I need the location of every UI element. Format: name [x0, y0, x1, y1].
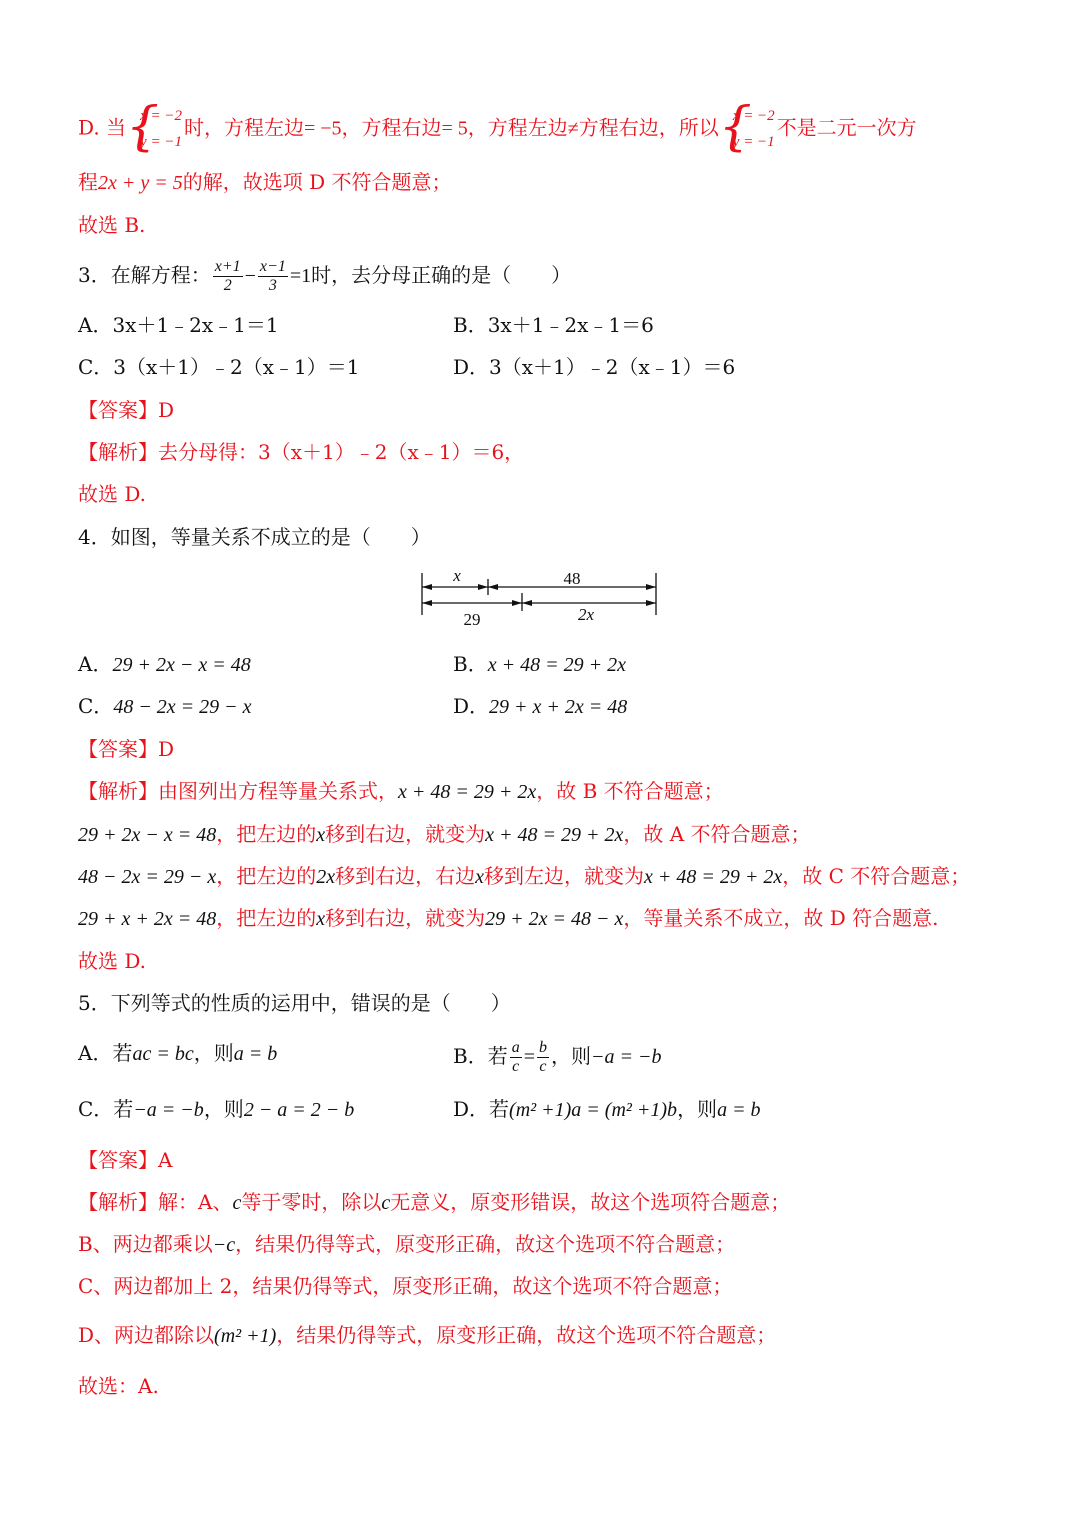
- q2-d-text-4: 方程右边，所以: [578, 115, 719, 140]
- q3-fraction-2-numerator: x−1: [259, 258, 286, 275]
- q4-option-a-equation: 29 + 2x − x = 48: [112, 654, 251, 676]
- q3-fraction-1-denominator: 2: [223, 277, 232, 294]
- q4-option-c-equation: 48 − 2x = 29 − x: [113, 696, 252, 718]
- q5-option-b-mid: ，则: [550, 1044, 591, 1068]
- q4-an4-equation: 29 + x + 2x = 48: [78, 908, 217, 930]
- q4-an3-text-3: 移到左边，就变为: [484, 864, 645, 888]
- q5-an4-prefix: D、两边都除以: [78, 1323, 215, 1347]
- q4-an1-equation: x + 48 = 29 + 2x: [398, 781, 537, 803]
- q3-stem-suffix: 时，去分母正确的是（ ）: [311, 263, 572, 287]
- q5-option-b-label: B．若: [453, 1044, 508, 1068]
- q5-an4-suffix: ，结果仍得等式，原变形正确，故这个选项不符合题意；: [276, 1323, 777, 1347]
- q5-an1-mid: 等于零时，除以: [241, 1190, 382, 1214]
- q5-option-a-equation-2: a = b: [233, 1043, 278, 1065]
- q5-an4-equation: (m² +1): [214, 1325, 277, 1347]
- diagram-label-2x: 2x: [577, 605, 595, 624]
- q2-system-1-y: y = −1: [140, 134, 182, 150]
- q2-option-d-line-2: [78, 168, 452, 197]
- q2-system-2: [721, 103, 775, 155]
- diagram-arrow-bottom-mid-left: [512, 600, 522, 606]
- q2-d-prefix: D. 当: [78, 115, 127, 140]
- q4-answer: 【答案】D: [78, 737, 175, 761]
- q5-option-b-fraction-1: [510, 1039, 522, 1076]
- q3-fraction-2-denominator: 3: [268, 277, 277, 294]
- q5-option-d: [453, 1095, 761, 1124]
- q5-option-a-mid: ，则: [193, 1041, 234, 1065]
- q4-an2-text-1: ，把左边的: [216, 822, 317, 846]
- q4-an3-equation-2: x + 48 = 29 + 2x: [644, 866, 783, 888]
- q3-fraction-1-numerator: x+1: [214, 258, 241, 275]
- q4-option-a: [78, 650, 251, 679]
- q5-option-d-label: D．若: [453, 1097, 510, 1121]
- q4-an4-suffix: ，等量关系不成立，故 D 符合题意.: [623, 906, 939, 930]
- q5-option-b-denominator-2: c: [539, 1058, 547, 1075]
- q3-equals-one: =1: [289, 265, 312, 287]
- q2-system-2-x: { x = −2: [732, 108, 775, 124]
- q4-an2-equation: 29 + 2x − x = 48: [78, 824, 217, 846]
- q4-analysis-line-4: [78, 904, 939, 933]
- q2-system-1: [128, 103, 182, 155]
- q5-analysis-line-2: [78, 1230, 735, 1259]
- q3-minus: −: [244, 265, 256, 287]
- q4-line-segment-diagram: [418, 565, 668, 635]
- q4-option-a-label: A．: [78, 652, 113, 676]
- q3-fraction-1: [213, 258, 243, 295]
- q3-stem-prefix: 3．在解方程：: [78, 263, 211, 287]
- q4-option-d-label: D．: [453, 694, 490, 718]
- q4-option-c-label: C．: [78, 694, 114, 718]
- q4-stem: 4．如图，等量关系不成立的是（ ）: [78, 525, 431, 549]
- q2-d-left-value: = −5: [303, 117, 342, 140]
- q4-an4-equation-2: 29 + 2x = 48 − x: [485, 908, 624, 930]
- q4-an4-variable: x: [316, 908, 326, 930]
- q5-option-b-denominator-1: c: [512, 1058, 520, 1075]
- q5-option-c-equation-1: −a = −b: [133, 1099, 204, 1121]
- q4-option-b-label: B．: [453, 652, 488, 676]
- q2-d-right-value: = 5: [441, 117, 468, 140]
- q5-analysis-line-3: C、两边都加上 2，结果仍得等式，原变形正确，故这个选项不符合题意；: [78, 1274, 733, 1298]
- q5-an2-prefix: B、两边都乘以: [78, 1232, 213, 1256]
- q2-line2-a: 程: [78, 170, 98, 194]
- q5-option-c-equation-2: 2 − a = 2 − b: [243, 1099, 355, 1121]
- q3-option-a: A．3x＋1﹣2x﹣1＝1: [78, 313, 279, 337]
- diagram-arrow-bottom-left: [422, 600, 432, 606]
- q5-option-a: [78, 1039, 277, 1068]
- q5-an1-variable-2: c: [381, 1192, 391, 1214]
- q5-option-c: [78, 1095, 354, 1124]
- q4-option-d-equation: 29 + x + 2x = 48: [489, 696, 628, 718]
- q2-d-text-3: ，方程左边: [467, 115, 568, 140]
- diagram-arrow-top-left: [422, 584, 432, 590]
- q4-an3-variable-2: x: [475, 866, 485, 888]
- q4-an4-text-2: 移到右边，就变为: [325, 906, 486, 930]
- q5-answer: 【答案】A: [78, 1148, 173, 1172]
- q5-an2-suffix: ，结果仍得等式，原变形正确，故这个选项不符合题意；: [235, 1232, 736, 1256]
- q4-an4-text-1: ，把左边的: [216, 906, 317, 930]
- q2-d-text-5: 不是二元一次方: [776, 115, 917, 140]
- q4-an2-suffix: ，故 A 不符合题意；: [623, 822, 811, 846]
- q4-analysis-line-2: [78, 820, 811, 849]
- q5-option-c-mid: ，则: [203, 1097, 244, 1121]
- q2-line2-equation: 2x + y = 5: [98, 172, 183, 194]
- diagram-arrow-top-right: [646, 584, 656, 590]
- q4-an1-suffix: ，故 B 不符合题意；: [536, 779, 724, 803]
- q5-an2-variable: −c: [212, 1234, 236, 1256]
- q5-option-b-numerator-1: a: [511, 1039, 520, 1056]
- q4-an2-equation-2: x + 48 = 29 + 2x: [485, 824, 624, 846]
- q4-an3-text-2: 移到右边，右边: [335, 864, 476, 888]
- q3-fraction-2: [258, 258, 288, 295]
- q5-option-b-equation-2: −a = −b: [590, 1046, 662, 1068]
- q5-option-b-numerator-2: b: [538, 1039, 547, 1056]
- q3-conclusion: 故选 D.: [78, 482, 147, 506]
- q5-conclusion: 故选：A.: [78, 1374, 159, 1398]
- q3-option-c: C．3（x＋1）﹣2（x﹣1）＝1: [78, 355, 360, 379]
- q4-an3-text-1: ，把左边的: [216, 864, 317, 888]
- q4-option-d: [453, 692, 627, 721]
- q4-analysis-line-1: [78, 777, 724, 806]
- q5-option-d-mid: ，则: [677, 1097, 718, 1121]
- q3-analysis: 【解析】去分母得：3（x＋1）﹣2（x﹣1）＝6，: [78, 440, 525, 464]
- q2-option-d-line: [78, 103, 917, 155]
- q5-option-b: [453, 1039, 661, 1076]
- q2-d-text-1: 时，方程左边: [183, 115, 304, 140]
- q5-analysis-line-4: [78, 1321, 776, 1350]
- diagram-label-29: 29: [463, 610, 481, 629]
- diagram-label-48: 48: [563, 569, 581, 588]
- q4-option-b-equation: x + 48 = 29 + 2x: [487, 654, 626, 676]
- q5-stem: 5．下列等式的性质的运用中，错误的是（ ）: [78, 991, 511, 1015]
- q2-d-text-2: ，方程右边: [341, 115, 442, 140]
- diagram-arrow-bottom-right: [646, 600, 656, 606]
- q5-option-a-label: A．若: [78, 1041, 133, 1065]
- q2-system-2-y: y = −1: [732, 134, 775, 150]
- q5-option-a-equation-1: ac = bc: [132, 1043, 194, 1065]
- q3-stem: [78, 258, 571, 295]
- diagram-arrow-top-mid-right: [488, 584, 498, 590]
- q3-answer: 【答案】D: [78, 398, 175, 422]
- q5-option-d-equation-2: a = b: [717, 1099, 761, 1121]
- q5-an1-suffix: 无意义，原变形错误，故这个选项符合题意；: [390, 1190, 791, 1214]
- q5-analysis-line-1: [78, 1188, 790, 1217]
- q5-option-c-label: C．若: [78, 1097, 134, 1121]
- q3-option-d: D．3（x＋1）﹣2（x﹣1）＝6: [453, 355, 736, 379]
- q2-d-neq: ≠: [567, 117, 579, 140]
- q5-option-d-equation-1: (m² +1)a = (m² +1)b: [509, 1099, 678, 1121]
- q4-an3-suffix: ，故 C 不符合题意；: [782, 864, 971, 888]
- q2-system-1-x: { x = −2: [140, 108, 182, 124]
- q3-option-b: B．3x＋1﹣2x﹣1＝6: [453, 313, 654, 337]
- q5-an1-prefix: 【解析】解：A、: [78, 1190, 233, 1214]
- q4-an1-prefix: 【解析】由图列出方程等量关系式，: [78, 779, 398, 803]
- q4-option-c: [78, 692, 252, 721]
- q4-analysis-line-3: [78, 862, 970, 891]
- q4-an2-variable: x: [316, 824, 326, 846]
- q4-option-b: [453, 650, 626, 679]
- q4-an2-text-2: 移到右边，就变为: [325, 822, 486, 846]
- diagram-arrow-top-mid-left: [478, 584, 488, 590]
- q5-option-b-fraction-2: [537, 1039, 549, 1076]
- q2-conclusion: 故选 B.: [78, 213, 146, 237]
- q4-an3-equation: 48 − 2x = 29 − x: [78, 866, 217, 888]
- q2-line2-b: 的解，故选项 D 不符合题意；: [182, 170, 452, 194]
- diagram-arrow-bottom-mid-right: [522, 600, 532, 606]
- diagram-label-x: x: [453, 566, 461, 585]
- q5-option-b-equals: =: [523, 1046, 535, 1068]
- q4-conclusion: 故选 D.: [78, 949, 147, 973]
- q4-an3-variable: 2x: [316, 866, 336, 888]
- q5-an1-variable: c: [232, 1192, 242, 1214]
